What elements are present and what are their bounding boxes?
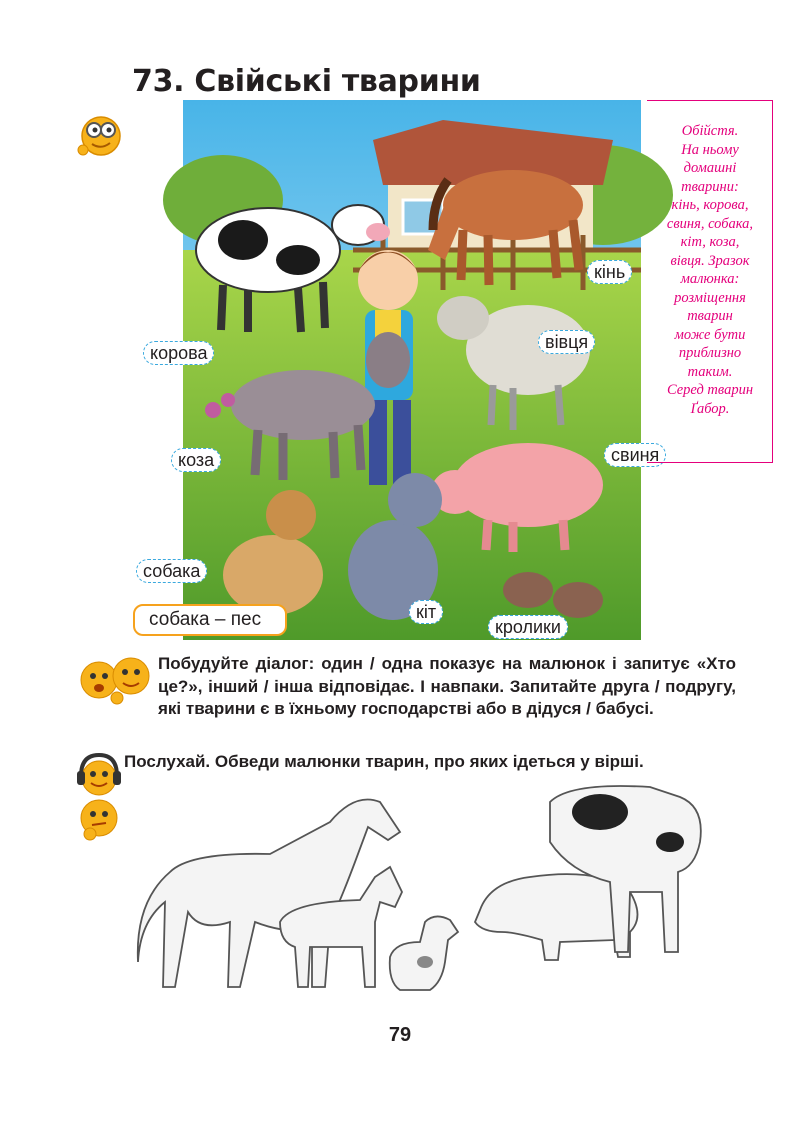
page-title: 73. Свійські тварини [132, 64, 481, 99]
thinking-smiley-icon [76, 796, 122, 842]
label-dog: собака [136, 559, 207, 583]
talking-smileys-icon [77, 654, 153, 706]
headphones-smiley-icon [76, 752, 122, 798]
label-horse: кінь [587, 260, 632, 284]
synonym-box: собака – пес [133, 604, 287, 636]
page-number: 79 [388, 1024, 412, 1046]
label-cat: кіт [409, 600, 443, 624]
look-smiley-icon [75, 112, 125, 158]
label-goat: коза [171, 448, 221, 472]
teacher-note: Обійстя. На ньому домашні тварини: кінь, корова, свиня, собака, кіт, коза, вівця. Зразок малюнка: розміщення тварин може бути приблизно таким. Серед тварин Ґабор. [666, 123, 754, 417]
animals-outline-illustration [130, 782, 710, 1004]
farm-illustration [183, 100, 660, 640]
label-sheep: вівця [538, 330, 595, 354]
label-rabbits: кролики [488, 615, 568, 639]
task-listen: Послухай. Обведи малюнки тварин, про яких ідеться у вірші. [124, 752, 644, 771]
task-dialog: Побудуйте діалог: один / одна показує на малюнок і запитує «Хто це?», інший / інша відповідає. І навпаки. Запитайте друга / подругу, які тварини є в їхньому господарстві або в дідуся / бабусі. [158, 654, 736, 718]
label-cow: корова [143, 341, 214, 365]
label-pig: свиня [604, 443, 666, 467]
